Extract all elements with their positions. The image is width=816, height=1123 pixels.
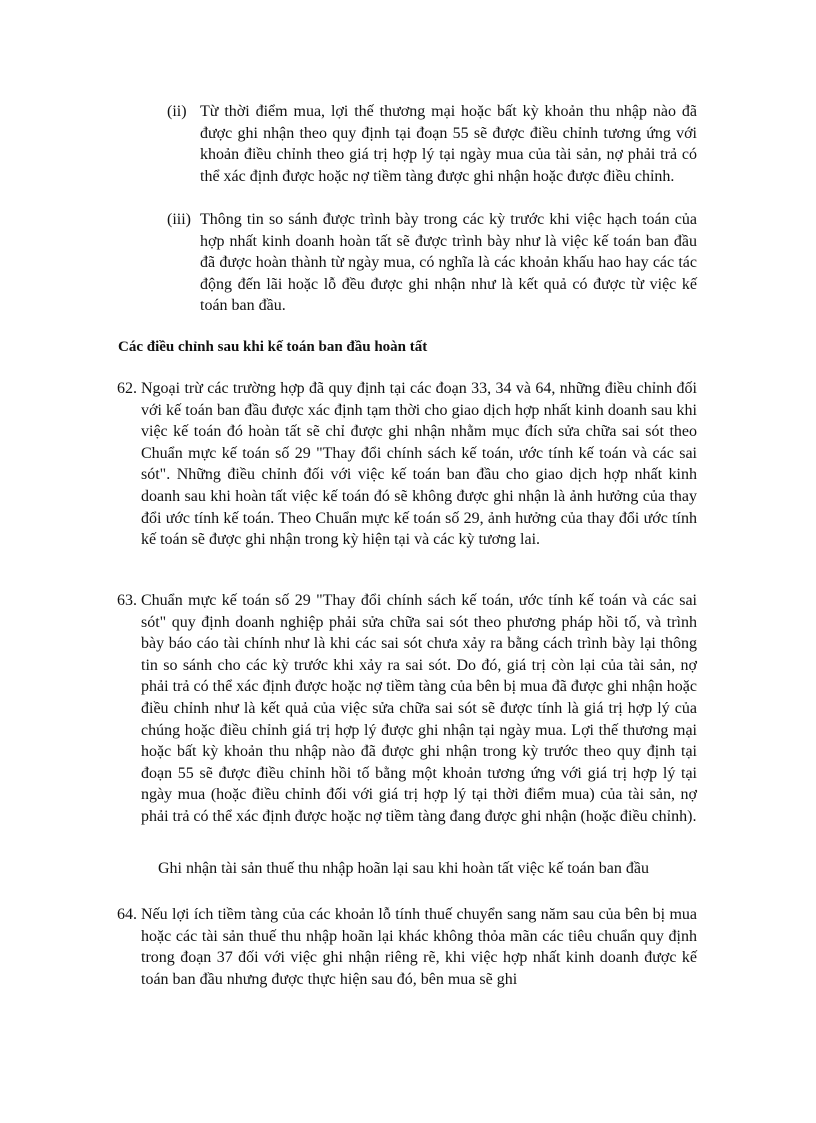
subsection-heading: Ghi nhận tài sản thuế thu nhập hoãn lại sau khi hoàn tất việc kế toán ban đầu bbox=[158, 860, 649, 877]
paragraph-64 bbox=[117, 904, 697, 990]
clause-iii bbox=[167, 209, 697, 317]
paragraph-63-number: 63. bbox=[117, 592, 137, 609]
section-heading: Các điều chỉnh sau khi kế toán ban đầu hoàn tất bbox=[118, 339, 428, 355]
paragraph-63 bbox=[117, 590, 697, 828]
clause-ii-text: Từ thời điểm mua, lợi thế thương mại hoặc bất kỳ khoản thu nhập nào đã được ghi nhận theo quy định tại đoạn 55 sẽ được điều chỉnh tương ứng với khoản điều chỉnh theo giá trị hợp lý tại ngày mua của tài sản, nợ phải trả có thể xác định được hoặc nợ tiềm tàng được ghi nhận hoặc được điều chỉnh. bbox=[200, 103, 697, 185]
clause-iii-number: (iii) bbox=[167, 211, 191, 228]
paragraph-63-text: Chuẩn mực kế toán số 29 "Thay đổi chính sách kế toán, ước tính kế toán và các sai sót" quy định doanh nghiệp phải sửa chữa sai sót theo phương pháp hồi tố, và trình bày báo cáo tài chính như là khi các sai sót chưa xảy ra bằng cách trình bày lại thông tin so sánh cho các kỳ trước khi xảy ra sai sót. Do đó, giá trị còn lại của tài sản, nợ phải trả có thể xác định được hoặc nợ tiềm tàng của bên bị mua đã được ghi nhận hoặc điều chỉnh như là kết quả của việc sửa chữa sai sót sẽ được tính là giá trị hợp lý của chúng hoặc điều chỉnh giá trị hợp lý được ghi nhận tại ngày mua. Lợi thế thương mại hoặc bất kỳ khoản thu nhập nào đã được ghi nhận trong kỳ trước theo quy định tại đoạn 55 sẽ được điều chỉnh hồi tố bằng một khoản tương ứng với giá trị hợp lý tại ngày mua (hoặc điều chỉnh đối với giá trị hợp lý tại thời điểm mua) của tài sản, nợ phải trả có thể xác định được hoặc nợ tiềm tàng đang được ghi nhận (hoặc điều chỉnh). bbox=[141, 592, 697, 825]
paragraph-64-text: Nếu lợi ích tiềm tàng của các khoản lỗ tính thuế chuyển sang năm sau của bên bị mua hoặc các tài sản thuế thu nhập hoãn lại khác không thỏa mãn các tiêu chuẩn quy định trong đoạn 37 đối với việc ghi nhận riêng rẽ, khi việc hợp nhất kinh doanh được kế toán ban đầu nhưng được thực hiện sau đó, bên mua sẽ ghi bbox=[141, 906, 697, 988]
paragraph-62-number: 62. bbox=[117, 380, 137, 397]
clause-iii-text: Thông tin so sánh được trình bày trong các kỳ trước khi việc hạch toán của hợp nhất kinh doanh hoàn tất sẽ được trình bày như là việc kế toán ban đầu đã được hoàn thành từ ngày mua, có nghĩa là các khoản khấu hao hay các tác động đến lãi hoặc lỗ đều được ghi nhận như là kết quả có được từ việc kế toán ban đầu. bbox=[200, 211, 697, 315]
paragraph-62-text: Ngoại trừ các trường hợp đã quy định tại các đoạn 33, 34 và 64, những điều chỉnh đối với kế toán ban đầu được xác định tạm thời cho giao dịch hợp nhất kinh doanh sau khi việc kế toán đó hoàn tất sẽ chỉ được ghi nhận nhằm mục đích sửa chữa sai sót theo Chuẩn mực kế toán số 29 "Thay đổi chính sách kế toán, ước tính kế toán và các sai sót". Những điều chỉnh đối với việc kế toán ban đầu cho giao dịch hợp nhất kinh doanh sau khi hoàn tất việc kế toán đó sẽ không được ghi nhận là ảnh hưởng của thay đổi ước tính kế toán. Theo Chuẩn mực kế toán số 29, ảnh hưởng của thay đổi ước tính kế toán sẽ được ghi nhận trong kỳ hiện tại và các kỳ tương lai. bbox=[141, 380, 697, 549]
paragraph-64-number: 64. bbox=[117, 906, 137, 923]
clause-ii-number: (ii) bbox=[167, 103, 187, 120]
paragraph-62 bbox=[117, 378, 697, 551]
clause-ii bbox=[167, 101, 697, 187]
